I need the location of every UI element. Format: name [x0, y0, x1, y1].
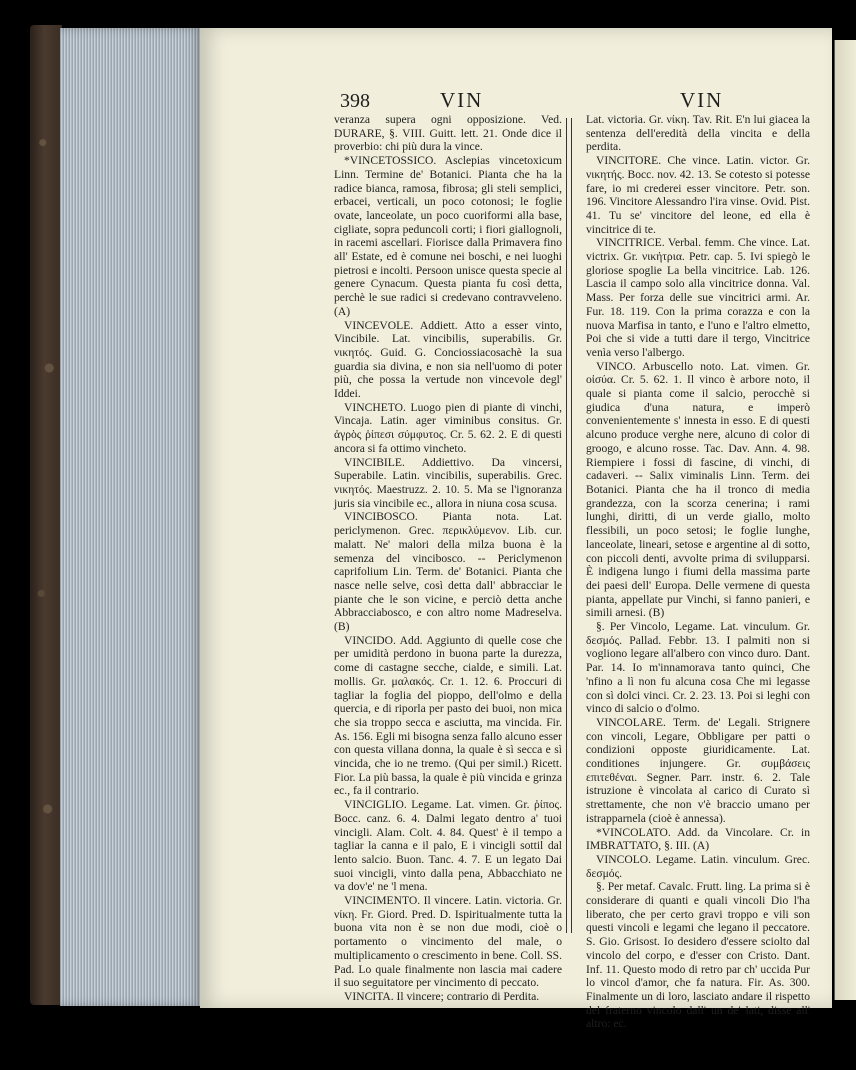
left-column: [334, 113, 562, 1004]
page-number: 398: [340, 90, 370, 112]
entry-vincibile: VINCIBILE. Addiettivo. Da vincersi, Superabile. Latin. vincibilis, superabilis. Grec. νικητός. Maestruzz. 2. 10. 5. Ma se l'ignoranza juris sia vincibile ec., allora in niuna cosa scusa.: [334, 455, 562, 510]
entry-vincido: VINCIDO. Add. Aggiunto di quelle cose che per umidità perdono in buona parte la durezza, come di castagne secche, cialde, e simili. Lat. mollis. Gr. μαλακός. Cr. 1. 12. 6. Proccuri di tagliar la foglia del pioppo, dell'olmo e della quercia, e di riporla per pasto dei buoi, non mica che sia troppo secca e asciutta, ma vincida. Fir. As. 156. Egli mi bisogna senza fallo alcuno esser con questa villana donna, la quale è sì secca e sì vincida, che io ne tremo. (Qui per simil.) Ricett. Fior. La più bassa, la quale è più vincida e grinza ec., fa il contrario.: [334, 633, 562, 798]
right-column: [586, 113, 810, 1031]
entry-vinco: VINCO. Arbuscello noto. Lat. vimen. Gr. οἰσύα. Cr. 5. 62. 1. Il vinco è arbore noto, il quale si pianta come il salcio, perocchè si giudica d'una natura, e imperò convenientemente s' innesta in esso. E di questi alcuno produce verghe nere, alcuno di color di groogo, e alcuno rosse. Tac. Dav. Ann. 4. 98. Riempiere i fossi di fascine, di vinchi, di cadaveri. -- Salix viminalis Linn. Term. dei Botanici. Pianta che ha il tronco di media grandezza, con la scorza cenerina; i rami lunghi, diritti, di un verde giallo, molto flessibili, un poco setosi; le foglie lunghe, lanceolate, lineari, setose e argentine al di sotto, con piccoli denti, avvolte prima di svilupparsi. È indigena lungo i fiumi della massima parte dei paesi dell' Europa. Delle vermene di questa pianta, appellate pur Vinchi, si fanno panieri, e simili arnesi. (B): [586, 359, 810, 620]
entry-vincolo-subentry: §. Per metaf. Cavalc. Frutt. ling. La prima si è considerare di quanti e quali vincoli Dio l'ha liberato, che per certo gravi troppo e vili son questi vincoli e legami che legano il peccatore. S. Gio. Grisost. Io desidero d'essere sciolto dal vincolo del corpo, e d'esser con Cristo. Dant. Inf. 11. Questo modo di retro par ch' uccida Pur lo vincol d'amor, che fa natura. Fir. As. 300. Finalmente un di loro, lasciato andare il rispetto del fraterno vincolo dall' un de' lati, disse all' altro: ec.: [586, 880, 810, 1031]
entry-vincitore: VINCITORE. Che vince. Latin. victor. Gr. νικητής. Bocc. nov. 42. 13. Se cotesto si potesse fare, io mi crederei esser vincitore. Petr. son. 196. Vincitore Alessandro l'ira vinse. Ovid. Pist. 41. Tu se' vincitore del leone, ed ella è vincitrice di te.: [586, 154, 810, 236]
facing-page-edge: [834, 40, 856, 1000]
entry-vincibosco: VINCIBOSCO. Pianta nota. Lat. periclymenon. Grec. περικλύμενον. Lib. cur. malatt. Ne' malori della milza buona è la semenza del vincibosco. -- Periclymenon caprifolium Lin. Term. de' Botanici. Pianta che nasce nelle selve, così detta dall' abbracciar le piante che le son vicine, e perciò detta anche Abbracciabosco, e con altro nome Madreselva. (B): [334, 510, 562, 634]
column-divider: [566, 118, 572, 933]
entry-vincita: VINCITA. Il vincere; contrario di Perdita.: [344, 990, 540, 1003]
entry-vinco-subentry: §. Per Vincolo, Legame. Lat. vinculum. Gr. δεσμός. Pallad. Febbr. 13. I palmiti non si vogliono legare all'albero con vinco duro. Dant. Par. 14. Io m'innamorava tanto quinci, Che 'nfino a lì non fu alcuna cosa Che mi legasse con sì dolci vinci. Cr. 2. 23. 13. Poi si leghi con vinco di salcio o d'olmo.: [586, 620, 810, 716]
entry-vincitrice: VINCITRICE. Verbal. femm. Che vince. Lat. victrix. Gr. νικήτρια. Petr. cap. 5. Ivi spiegò le gloriose spoglie La bella vincitrice. Lab. 126. Lascia il campo solo alla vincitrice donna. Val. Mass. Per forza delle sue vincitrici armi. Ar. Fur. 18. 119. Con la prima corazza e con la nuova Marfisa in tanto, e l'uno e l'altro elmetto, Poi che si vide a tutti dare il tergo, Vincitrice venìa verso l'albergo.: [586, 236, 810, 359]
entry-vincolare: VINCOLARE. Term. de' Legali. Strignere con vincoli, Legare, Obbligare per patti o condizioni opposte giuridicamente. Lat. conditiones injungere. Gr. συμβάσεις επιτεθέναι. Segner. Parr. instr. 6. 2. Tale istruzione è vincolata al carico di Curato sì strettamente, che non v'è braccio umano per istrapparnela (cioè è annessa).: [586, 715, 810, 825]
entry-text: veranza supera ogni opposizione. Ved. DURARE, §. VIII. Guitt. lett. 21. Onde dice il proverbio: chi più dura la vince.: [334, 113, 562, 154]
entry-vinciglio: VINCIGLIO. Legame. Lat. vimen. Gr. ῥίπος. Bocc. canz. 6. 4. Dalmi legato dentro a' tuoi vincigli. Alam. Colt. 4. 84. Quest' è il tempo a tagliar la canna e il palo, E i vincigli sottil dal lento salcio. Buon. Tanc. 4. 7. E un legato Dai suoi vincigli, vinto dalla pena, Abbacchiato ne va dov'e' ne 'l mena.: [334, 798, 562, 894]
entry-vincetossico: *VINCETOSSICO. Asclepias vincetoxicum Linn. Termine de' Botanici. Pianta che ha la radice bianca, ramosa, fibrosa; gli steli semplici, erbacei, verticali, un poco cotonosi; le foglie ovate, lanceolate, un poco cuoriformi alla base, cigliate, sopra peduncoli corti; i fiori giallognoli, in racemi ascellari. Fiorisce dalla Primavera fino all' Estate, ed è comune nei boschi, e nei luoghi pietrosi e incolti. Persoon unisce questa specie al genere Cynacum. Questa pianta fu così detta, perchè le sue radici si credevano contravveleno. (A): [334, 154, 562, 318]
entry-vincolo: VINCOLO. Legame. Latin. vinculum. Grec. δεσμός.: [586, 852, 810, 880]
entry-vincevole: VINCEVOLE. Addiett. Atto a esser vinto, Vincibile. Lat. vincibilis, superabilis. Gr. νικητός. Guid. G. Conciossiacosachè la sua guardia sia divina, e non sia nell'uomo di poter più, che possa la vertude non vincevole degl' Iddei.: [334, 318, 562, 401]
book-cover: [30, 25, 62, 1005]
entry-vincheto: VINCHETO. Luogo pien di piante di vinchi, Vincaja. Latin. ager viminibus consitus. Gr. ἀγρὸς ῥίπεσι σύμφυτος. Cr. 5. 62. 2. E di questi ancora si fa ottimo vincheto.: [334, 400, 562, 455]
entry-text: Lat. victoria. Gr. νίκη. Tav. Rit. E'n lui giacea la sentenza dell'eredità della vincita e della perdita.: [586, 113, 810, 154]
page-edges: [60, 28, 202, 1006]
entry-vincimento: VINCIMENTO. Il vincere. Latin. victoria. Gr. νίκη. Fr. Giord. Pred. D. Ispiritualmente tutta la buona vita non è se non due modi, cioè o portamento o vincimento del male, o multiplicamento o crescimento in bene. Coll. SS. Pad. Lo quale finalmente non lascia mai cadere il suo seguitatore per vincimento di peccato.: [334, 894, 562, 990]
running-head-left: VIN: [440, 88, 484, 112]
running-head-right: VIN: [680, 88, 724, 112]
entry-vincolato: *VINCOLATO. Add. da Vincolare. Cr. in IMBRATTATO, §. III. (A): [586, 825, 810, 853]
